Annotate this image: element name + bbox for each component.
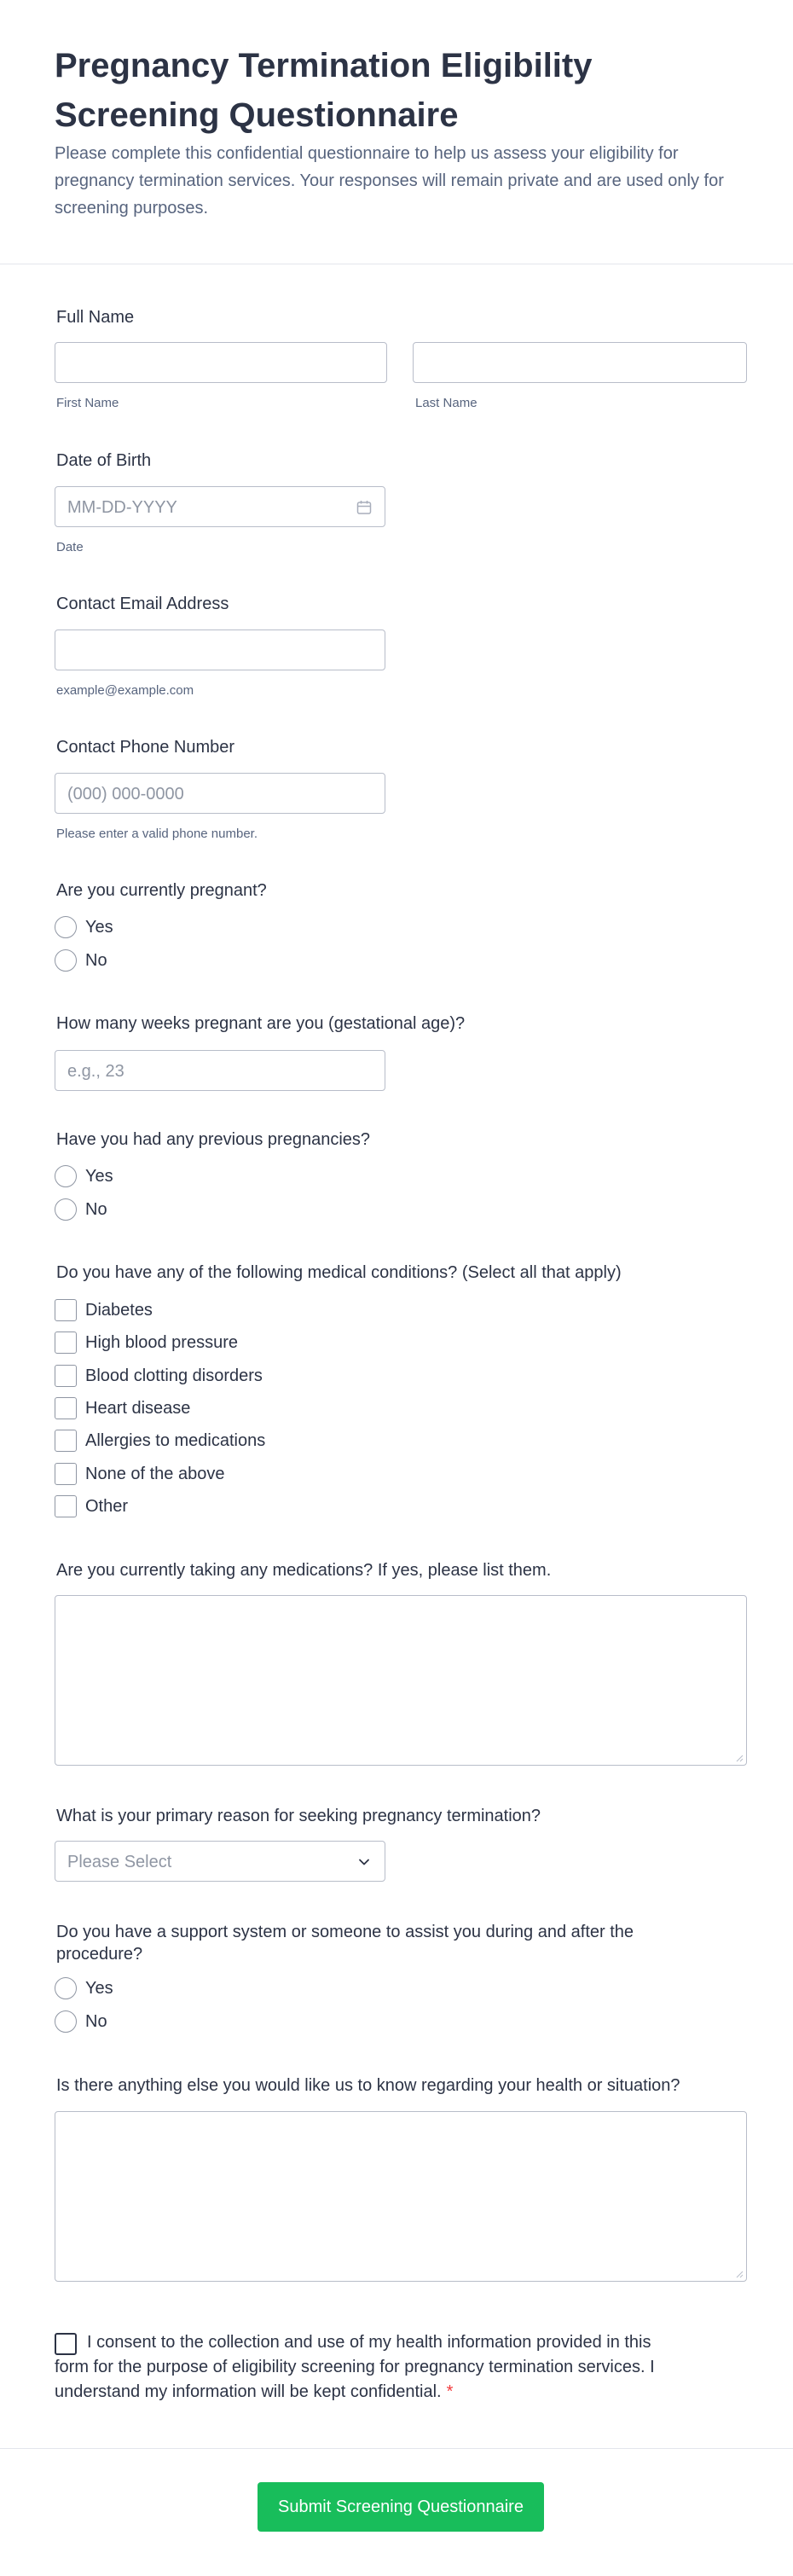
email-sublabel: example@example.com [56,683,194,698]
option-label: High blood pressure [85,1333,238,1352]
dob-sublabel: Date [56,540,84,554]
radio-circle[interactable] [55,2010,77,2033]
condition-option-allergies[interactable] [55,1430,265,1452]
condition-option-diabetes[interactable] [55,1299,153,1321]
previous-label: Have you had any previous pregnancies? [56,1130,371,1149]
phone-placeholder: (000) 000-0000 [67,785,184,804]
first-name-sublabel: First Name [56,396,119,410]
support-option-yes[interactable] [55,1977,113,1999]
first-name-input[interactable] [55,342,387,383]
resize-handle-icon[interactable] [735,2270,744,2278]
radio-circle[interactable] [55,949,77,972]
conditions-label: Do you have any of the following medical conditions? (Select all that apply) [56,1263,622,1282]
last-name-input[interactable] [413,342,747,383]
consent-text: I consent to the collection and use of my health information provided in this form for the purpose of eligibility screening for pregnancy termination services. I understand my information will be kept confidential. [55,2333,655,2401]
chevron-down-icon[interactable] [356,1854,373,1871]
radio-circle[interactable] [55,1977,77,1999]
consent-label [55,2330,669,2405]
option-label: Yes [85,918,113,937]
option-label: No [85,1200,107,1219]
submit-button[interactable]: Submit Screening Questionnaire [258,2482,544,2532]
form-title: Pregnancy Termination Eligibility Screening Questionnaire [55,47,593,134]
condition-option-blood-clotting[interactable] [55,1365,263,1387]
weeks-placeholder: e.g., 23 [67,1062,124,1081]
checkbox[interactable] [55,1430,77,1452]
condition-option-high-blood-pressure[interactable] [55,1332,238,1354]
reason-select[interactable] [55,1841,385,1882]
checkbox[interactable] [55,1397,77,1419]
phone-label: Contact Phone Number [56,738,235,757]
previous-option-no[interactable] [55,1198,107,1221]
pregnant-label: Are you currently pregnant? [56,881,267,900]
phone-sublabel: Please enter a valid phone number. [56,827,258,841]
anything-else-textarea[interactable] [55,2111,747,2282]
support-label: Do you have a support system or someone to assist you during and after the procedure? [56,1923,634,1964]
last-name-sublabel: Last Name [415,396,478,410]
anything-else-label: Is there anything else you would like us to know regarding your health or situation? [56,2076,680,2095]
option-label: Yes [85,1167,113,1186]
form-subtitle: Please complete this confidential questionnaire to help us assess your eligibility for pregnancy termination services. Your responses will remain private and are used only for screening purposes. [55,144,724,218]
option-label: Diabetes [85,1301,153,1320]
option-label: None of the above [85,1465,225,1483]
radio-circle[interactable] [55,916,77,938]
previous-option-yes[interactable] [55,1165,113,1187]
option-label: Allergies to medications [85,1431,266,1450]
medications-textarea[interactable] [55,1595,747,1766]
dob-input[interactable] [55,486,385,527]
option-label: No [85,2012,107,2031]
checkbox[interactable] [55,1332,77,1354]
weeks-label: How many weeks pregnant are you (gestational age)? [56,1014,466,1033]
pregnant-option-yes[interactable] [55,916,113,938]
option-label: Heart disease [85,1399,191,1418]
checkbox[interactable] [55,1463,77,1485]
weeks-input[interactable] [55,1050,385,1091]
full-name-label: Full Name [56,308,135,327]
condition-option-none[interactable] [55,1463,224,1485]
condition-option-other[interactable] [55,1495,128,1517]
option-label: No [85,951,107,970]
dob-placeholder: MM-DD-YYYY [67,498,177,517]
option-label: Other [85,1497,129,1516]
option-label: Yes [85,1979,113,1998]
resize-handle-icon[interactable] [735,1754,744,1762]
reason-placeholder: Please Select [67,1853,172,1871]
pregnant-option-no[interactable] [55,949,107,972]
calendar-icon[interactable] [356,499,373,516]
reason-label: What is your primary reason for seeking pregnancy termination? [56,1807,541,1825]
option-label: Blood clotting disorders [85,1366,263,1385]
radio-circle[interactable] [55,1165,77,1187]
phone-input[interactable] [55,773,385,814]
condition-option-heart-disease[interactable] [55,1397,190,1419]
checkbox[interactable] [55,1299,77,1321]
email-label: Contact Email Address [56,595,229,613]
email-input[interactable] [55,629,385,670]
radio-circle[interactable] [55,1198,77,1221]
checkbox[interactable] [55,1495,77,1517]
support-option-no[interactable] [55,2010,107,2033]
form-header [0,0,793,264]
required-marker: * [446,2382,454,2401]
medications-label: Are you currently taking any medications? If yes, please list them. [56,1561,552,1580]
dob-label: Date of Birth [56,451,152,470]
checkbox[interactable] [55,1365,77,1387]
